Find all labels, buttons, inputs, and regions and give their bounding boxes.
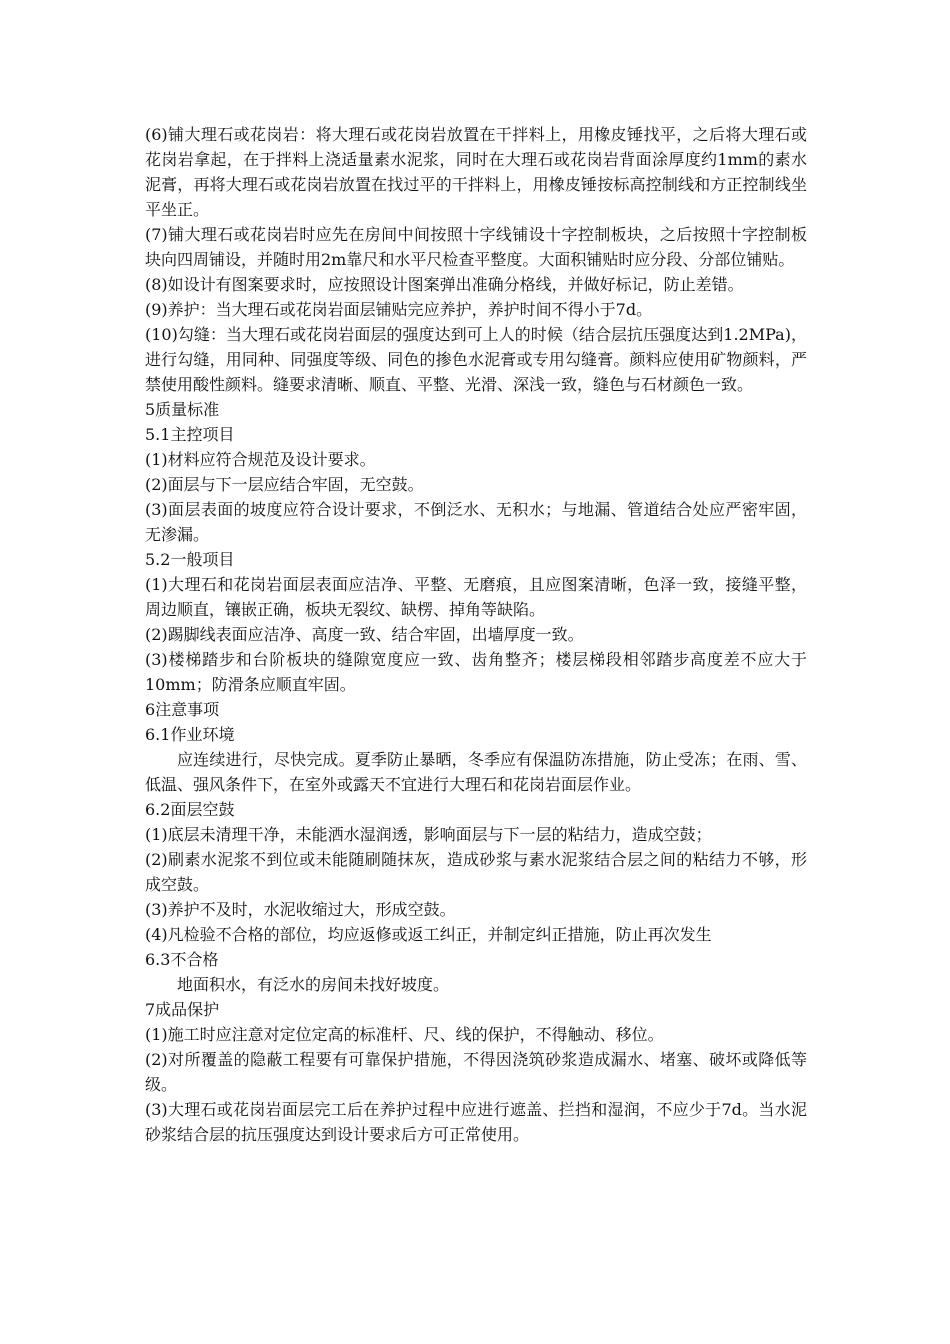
document-page xyxy=(145,122,807,1147)
list-item: (3)面层表面的坡度应符合设计要求，不倒泛水、无积水；与地漏、管道结合处应严密牢固，无渗漏。 xyxy=(145,500,807,544)
list-item: (4)凡检验不合格的部位，均应返修或返工纠正，并制定纠正措施，防止再次发生 xyxy=(145,925,712,944)
paragraph-item-8: (8)如设计有图案要求时，应按照设计图案弹出准确分格线，并做好标记，防止差错。 xyxy=(145,275,744,294)
section-heading-6-1: 6.1作业环境 xyxy=(145,725,235,744)
list-item: (2)踢脚线表面应洁净、高度一致、结合牢固，出墙厚度一致。 xyxy=(145,625,584,644)
section-heading-5: 5质量标准 xyxy=(145,400,220,419)
section-heading-6-3: 6.3不合格 xyxy=(145,950,219,969)
list-item: (1)大理石和花岗岩面层表面应洁净、平整、无磨痕，且应图案清晰，色泽一致，接缝平整，周边顺直，镶嵌正确，板块无裂纹、缺楞、掉角等缺陷。 xyxy=(145,575,807,619)
section-heading-6: 6注意事项 xyxy=(145,700,220,719)
list-item: (3)大理石或花岗岩面层完工后在养护过程中应进行遮盖、拦挡和湿润，不应少于7d。当水泥砂浆结合层的抗压强度达到设计要求后方可正常使用。 xyxy=(145,1100,807,1144)
list-item: (2)面层与下一层应结合牢固，无空鼓。 xyxy=(145,475,424,494)
list-item: (2)对所覆盖的隐蔽工程要有可靠保护措施，不得因浇筑砂浆造成漏水、堵塞、破坏或降低等级。 xyxy=(145,1050,807,1094)
body-paragraph: 应连续进行，尽快完成。夏季防止暴晒，冬季应有保温防冻措施，防止受冻；在雨、雪、低温、强风条件下，在室外或露天不宜进行大理石和花岗岩面层作业。 xyxy=(145,750,807,794)
paragraph-item-7: (7)铺大理石或花岗岩时应先在房间中间按照十字线铺设十字控制板块，之后按照十字控制板块向四周铺设，并随时用2m靠尺和水平尺检查平整度。大面积铺贴时应分段、分部位铺贴。 xyxy=(145,225,807,269)
paragraph-item-6: (6)铺大理石或花岗岩：将大理石或花岗岩放置在干拌料上，用橡皮锤找平，之后将大理石或花岗岩拿起，在于拌料上浇适量素水泥浆，同时在大理石或花岗岩背面涂厚度约1mm的素水泥膏，再将大理石或花岗岩放置在找过平的干拌料上，用橡皮锤按标高控制线和方正控制线坐平坐正。 xyxy=(145,125,807,219)
list-item: (3)养护不及时，水泥收缩过大，形成空鼓。 xyxy=(145,900,456,919)
list-item: (2)刷素水泥浆不到位或未能随刷随抹灰，造成砂浆与素水泥浆结合层之间的粘结力不够，形成空鼓。 xyxy=(145,850,807,894)
body-paragraph: 地面积水，有泛水的房间未找好坡度。 xyxy=(177,975,450,994)
section-heading-7: 7成品保护 xyxy=(145,1000,220,1019)
paragraph-item-9: (9)养护：当大理石或花岗岩面层铺贴完应养护，养护时间不得小于7d。 xyxy=(145,300,653,319)
section-heading-6-2: 6.2面层空鼓 xyxy=(145,800,235,819)
list-item: (1)材料应符合规范及设计要求。 xyxy=(145,450,376,469)
section-heading-5-2: 5.2一般项目 xyxy=(145,550,235,569)
list-item: (1)施工时应注意对定位定高的标准杆、尺、线的保护，不得触动、移位。 xyxy=(145,1025,664,1044)
section-heading-5-1: 5.1主控项目 xyxy=(145,425,235,444)
list-item: (1)底层未清理干净，未能洒水湿润透，影响面层与下一层的粘结力，造成空鼓； xyxy=(145,825,712,844)
paragraph-item-10: (10)勾缝：当大理石或花岗岩面层的强度达到可上人的时候（结合层抗压强度达到1.2MPa)，进行勾缝，用同种、同强度等级、同色的掺色水泥膏或专用勾缝膏。颜料应使用矿物颜料，严禁使用酸性颜料。缝要求清晰、顺直、平整、光滑、深浅一致，缝色与石材颜色一致。 xyxy=(145,325,807,394)
list-item: (3)楼梯踏步和台阶板块的缝隙宽度应一致、齿角整齐；楼层梯段相邻踏步高度差不应大于10mm；防滑条应顺直牢固。 xyxy=(145,650,807,694)
